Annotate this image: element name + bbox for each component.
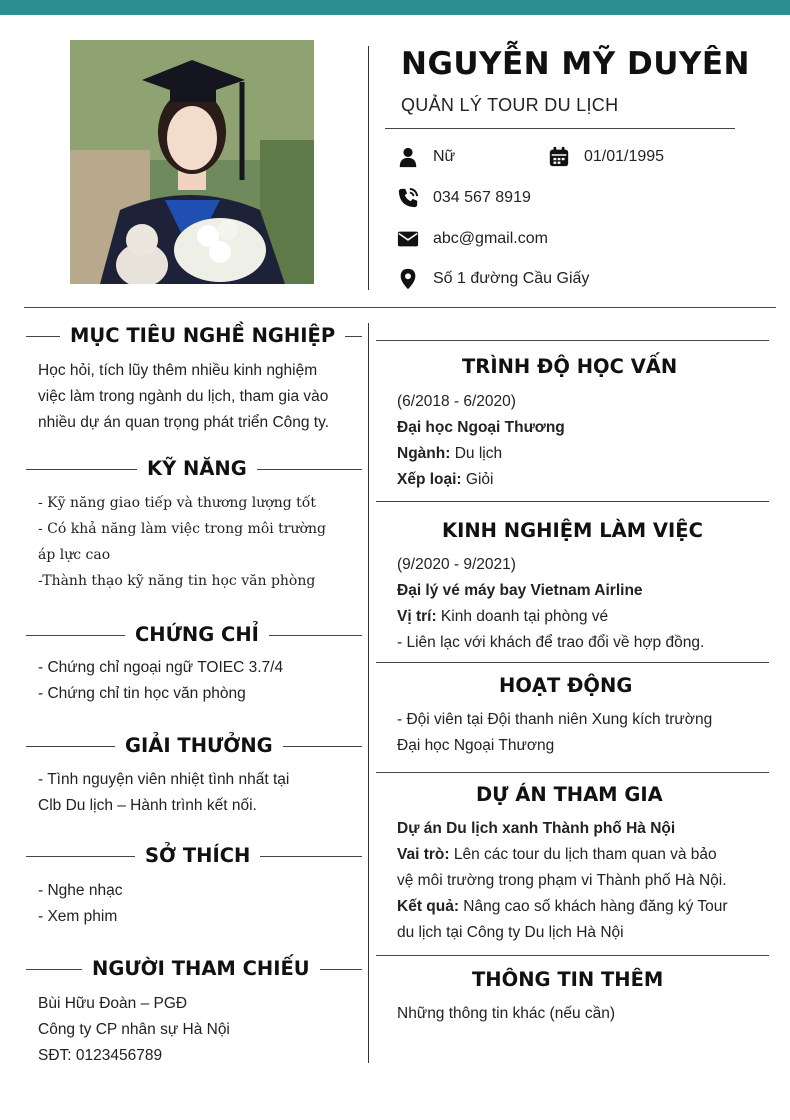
phone-value: 034 567 8919: [433, 189, 531, 206]
education-title: TRÌNH ĐỘ HỌC VẤN: [452, 355, 687, 378]
experience-position: [397, 608, 608, 626]
reference-line: SĐT: 0123456789: [38, 1047, 163, 1064]
section-rule: [376, 955, 769, 956]
location-pin-icon: [397, 268, 419, 290]
contact-phone: [397, 187, 531, 209]
major-value: Du lịch: [450, 445, 503, 462]
education-rank: [397, 471, 493, 489]
email-value: abc@gmail.com: [433, 230, 548, 247]
rank-label: Xếp loại:: [397, 471, 462, 488]
award-line: - Tình nguyện viên nhiệt tình nhất tại: [38, 771, 290, 788]
position-label: Vị trí:: [397, 608, 437, 625]
major-label: Ngành:: [397, 445, 451, 462]
more-info-title: THÔNG TIN THÊM: [462, 968, 673, 991]
activities-title: HOẠT ĐỘNG: [489, 674, 642, 697]
job-title: QUẢN LÝ TOUR DU LỊCH: [401, 95, 619, 115]
hobby-line: - Xem phim: [38, 908, 118, 925]
title-underline: [385, 128, 735, 129]
experience-company: Đại lý vé máy bay Vietnam Airline: [397, 582, 643, 599]
contact-gender: [397, 146, 455, 168]
header-bottom-line: [24, 307, 776, 308]
objective-line: việc làm trong ngành du lịch, tham gia vào: [38, 388, 329, 405]
certificate-line: - Chứng chỉ tin học văn phòng: [38, 685, 246, 702]
contact-address: [397, 268, 589, 290]
references-title: NGƯỜI THAM CHIẾU: [82, 957, 320, 980]
awards-title: GIẢI THƯỞNG: [115, 734, 283, 757]
result-value: Nâng cao số khách hàng đăng ký Tour: [459, 898, 728, 915]
header-divider: [368, 46, 369, 290]
result-label: Kết quả:: [397, 898, 459, 915]
birthdate-value: 01/01/1995: [584, 148, 665, 165]
address-value: Số 1 đường Cầu Giấy: [433, 270, 590, 287]
hobby-line: - Nghe nhạc: [38, 882, 123, 899]
experience-duty: - Liên lạc với khách để trao đổi về hợp đồng.: [397, 634, 705, 651]
education-major: [397, 445, 502, 463]
skill-line: - Có khả năng làm việc trong môi trường: [38, 521, 326, 537]
skills-title: KỸ NĂNG: [137, 457, 257, 480]
activity-line: - Đội viên tại Đội thanh niên Xung kích trường: [397, 711, 713, 728]
phone-icon: [397, 187, 419, 209]
certificates-title: CHỨNG CHỈ: [125, 623, 269, 646]
objective-line: nhiều dự án quan trọng phát triển Công ty.: [38, 414, 330, 431]
top-accent-bar: [0, 0, 790, 15]
skill-line: -Thành thạo kỹ năng tin học văn phòng: [38, 573, 316, 589]
mail-icon: [397, 228, 419, 250]
objective-line: Học hỏi, tích lũy thêm nhiều kinh nghiệm: [38, 362, 318, 379]
candidate-name: NGUYỄN MỸ DUYÊN: [401, 46, 750, 82]
calendar-icon: [548, 146, 570, 168]
position-value: Kinh doanh tại phòng vé: [436, 608, 609, 625]
projects-title: DỰ ÁN THAM GIA: [466, 783, 673, 806]
certificate-line: - Chứng chỉ ngoại ngữ TOIEC 3.7/4: [38, 659, 284, 676]
gender-value: Nữ: [433, 148, 456, 165]
project-result: [397, 898, 728, 916]
section-rule: [376, 772, 769, 773]
skill-line: - Kỹ năng giao tiếp và thương lượng tốt: [38, 495, 316, 511]
hobbies-title: SỞ THÍCH: [135, 844, 260, 867]
person-icon: [397, 146, 419, 168]
education-period: (6/2018 - 6/2020): [397, 393, 516, 410]
project-name: Dự án Du lịch xanh Thành phố Hà Nội: [397, 820, 676, 837]
education-school: Đại học Ngoại Thương: [397, 419, 565, 436]
rank-value: Giỏi: [461, 471, 494, 488]
reference-line: Bùi Hữu Đoàn – PGĐ: [38, 995, 188, 1012]
profile-photo: [70, 40, 314, 284]
role-label: Vai trò:: [397, 846, 450, 863]
objective-title: MỤC TIÊU NGHỀ NGHIỆP: [60, 324, 345, 347]
contact-birthdate: [548, 146, 664, 168]
award-line: Clb Du lịch – Hành trình kết nối.: [38, 797, 257, 814]
contact-email: [397, 228, 548, 250]
project-result-line2: du lịch tại Công ty Du lịch Hà Nội: [397, 924, 624, 941]
section-rule: [376, 340, 769, 341]
experience-title: KINH NGHIỆM LÀM VIỆC: [432, 519, 713, 542]
skill-line: áp lực cao: [38, 547, 111, 563]
role-value: Lên các tour du lịch tham quan và bảo: [449, 846, 717, 863]
reference-line: Công ty CP nhân sự Hà Nội: [38, 1021, 230, 1038]
project-role-line2: vệ môi trường trong phạm vi Thành phố Hà Nội.: [397, 872, 727, 889]
experience-period: (9/2020 - 9/2021): [397, 556, 516, 573]
project-role: [397, 846, 717, 864]
section-rule: [376, 501, 769, 502]
section-rule: [376, 662, 769, 663]
activity-line: Đại học Ngoại Thương: [397, 737, 555, 754]
more-info-text: Những thông tin khác (nếu cần): [397, 1005, 616, 1022]
column-divider: [368, 323, 369, 1063]
